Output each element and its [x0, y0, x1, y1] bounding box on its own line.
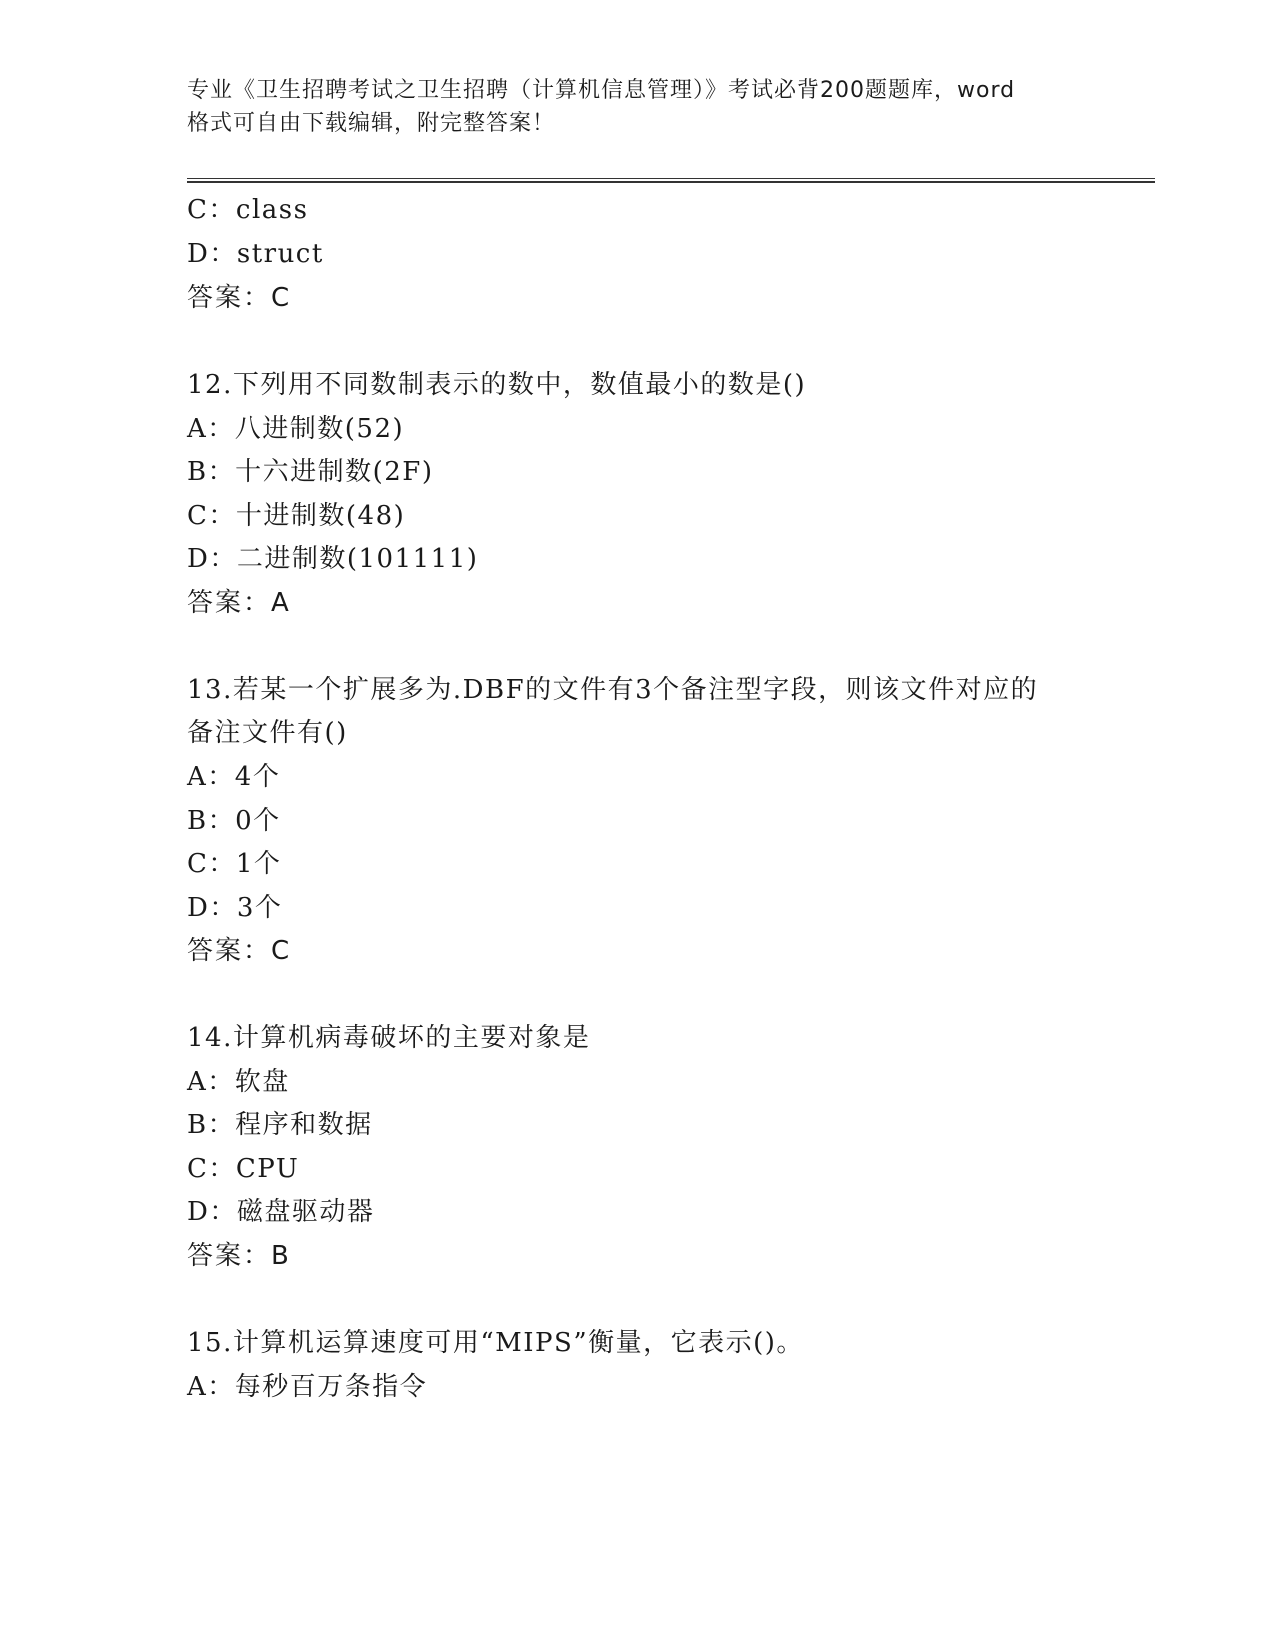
- q14-option-d: D：磁盘驱动器: [187, 1197, 375, 1227]
- q12-option-b: B：十六进制数(2F): [187, 457, 434, 487]
- q11-answer: 答案：C: [187, 283, 292, 313]
- q15-option-a: A：每秒百万条指令: [187, 1372, 428, 1402]
- q14-option-c: C：CPU: [187, 1154, 300, 1184]
- q14-option-b: B：程序和数据: [187, 1110, 373, 1140]
- q12-option-d: D：二进制数(101111): [187, 544, 479, 574]
- q11-option-d: D：struct: [187, 239, 324, 269]
- q14-option-a: A：软盘: [187, 1067, 290, 1097]
- q14-answer: 答案：B: [187, 1241, 291, 1271]
- q13-answer: 答案：C: [187, 936, 292, 966]
- q12-question: 12.下列用不同数制表示的数中，数值最小的数是(): [187, 370, 807, 400]
- document-header: [187, 74, 1087, 140]
- q13-option-a: A：4个: [187, 762, 281, 792]
- header-title-line-1: 专业《卫生招聘考试之卫生招聘（计算机信息管理）》考试必背200题题库，word: [187, 78, 1016, 103]
- q13-option-c: C：1个: [187, 849, 282, 879]
- header-title-line-2: 格式可自由下载编辑，附完整答案！: [187, 111, 556, 136]
- q12-option-a: A：八进制数(52): [187, 414, 405, 444]
- q13-question-line-1: 13.若某一个扩展多为.DBF的文件有3个备注型字段，则该文件对应的: [187, 675, 1039, 705]
- header-divider: [187, 178, 1155, 183]
- q13-question-line-2: 备注文件有(): [187, 718, 348, 748]
- q14-question: 14.计算机病毒破坏的主要对象是: [187, 1023, 591, 1053]
- q12-answer: 答案：A: [187, 588, 291, 618]
- q11-option-c: C：class: [187, 195, 309, 225]
- q15-question: 15.计算机运算速度可用“MIPS”衡量，它表示()。: [187, 1328, 804, 1358]
- q12-option-c: C：十进制数(48): [187, 501, 406, 531]
- q13-option-b: B：0个: [187, 806, 281, 836]
- q13-option-d: D：3个: [187, 893, 283, 923]
